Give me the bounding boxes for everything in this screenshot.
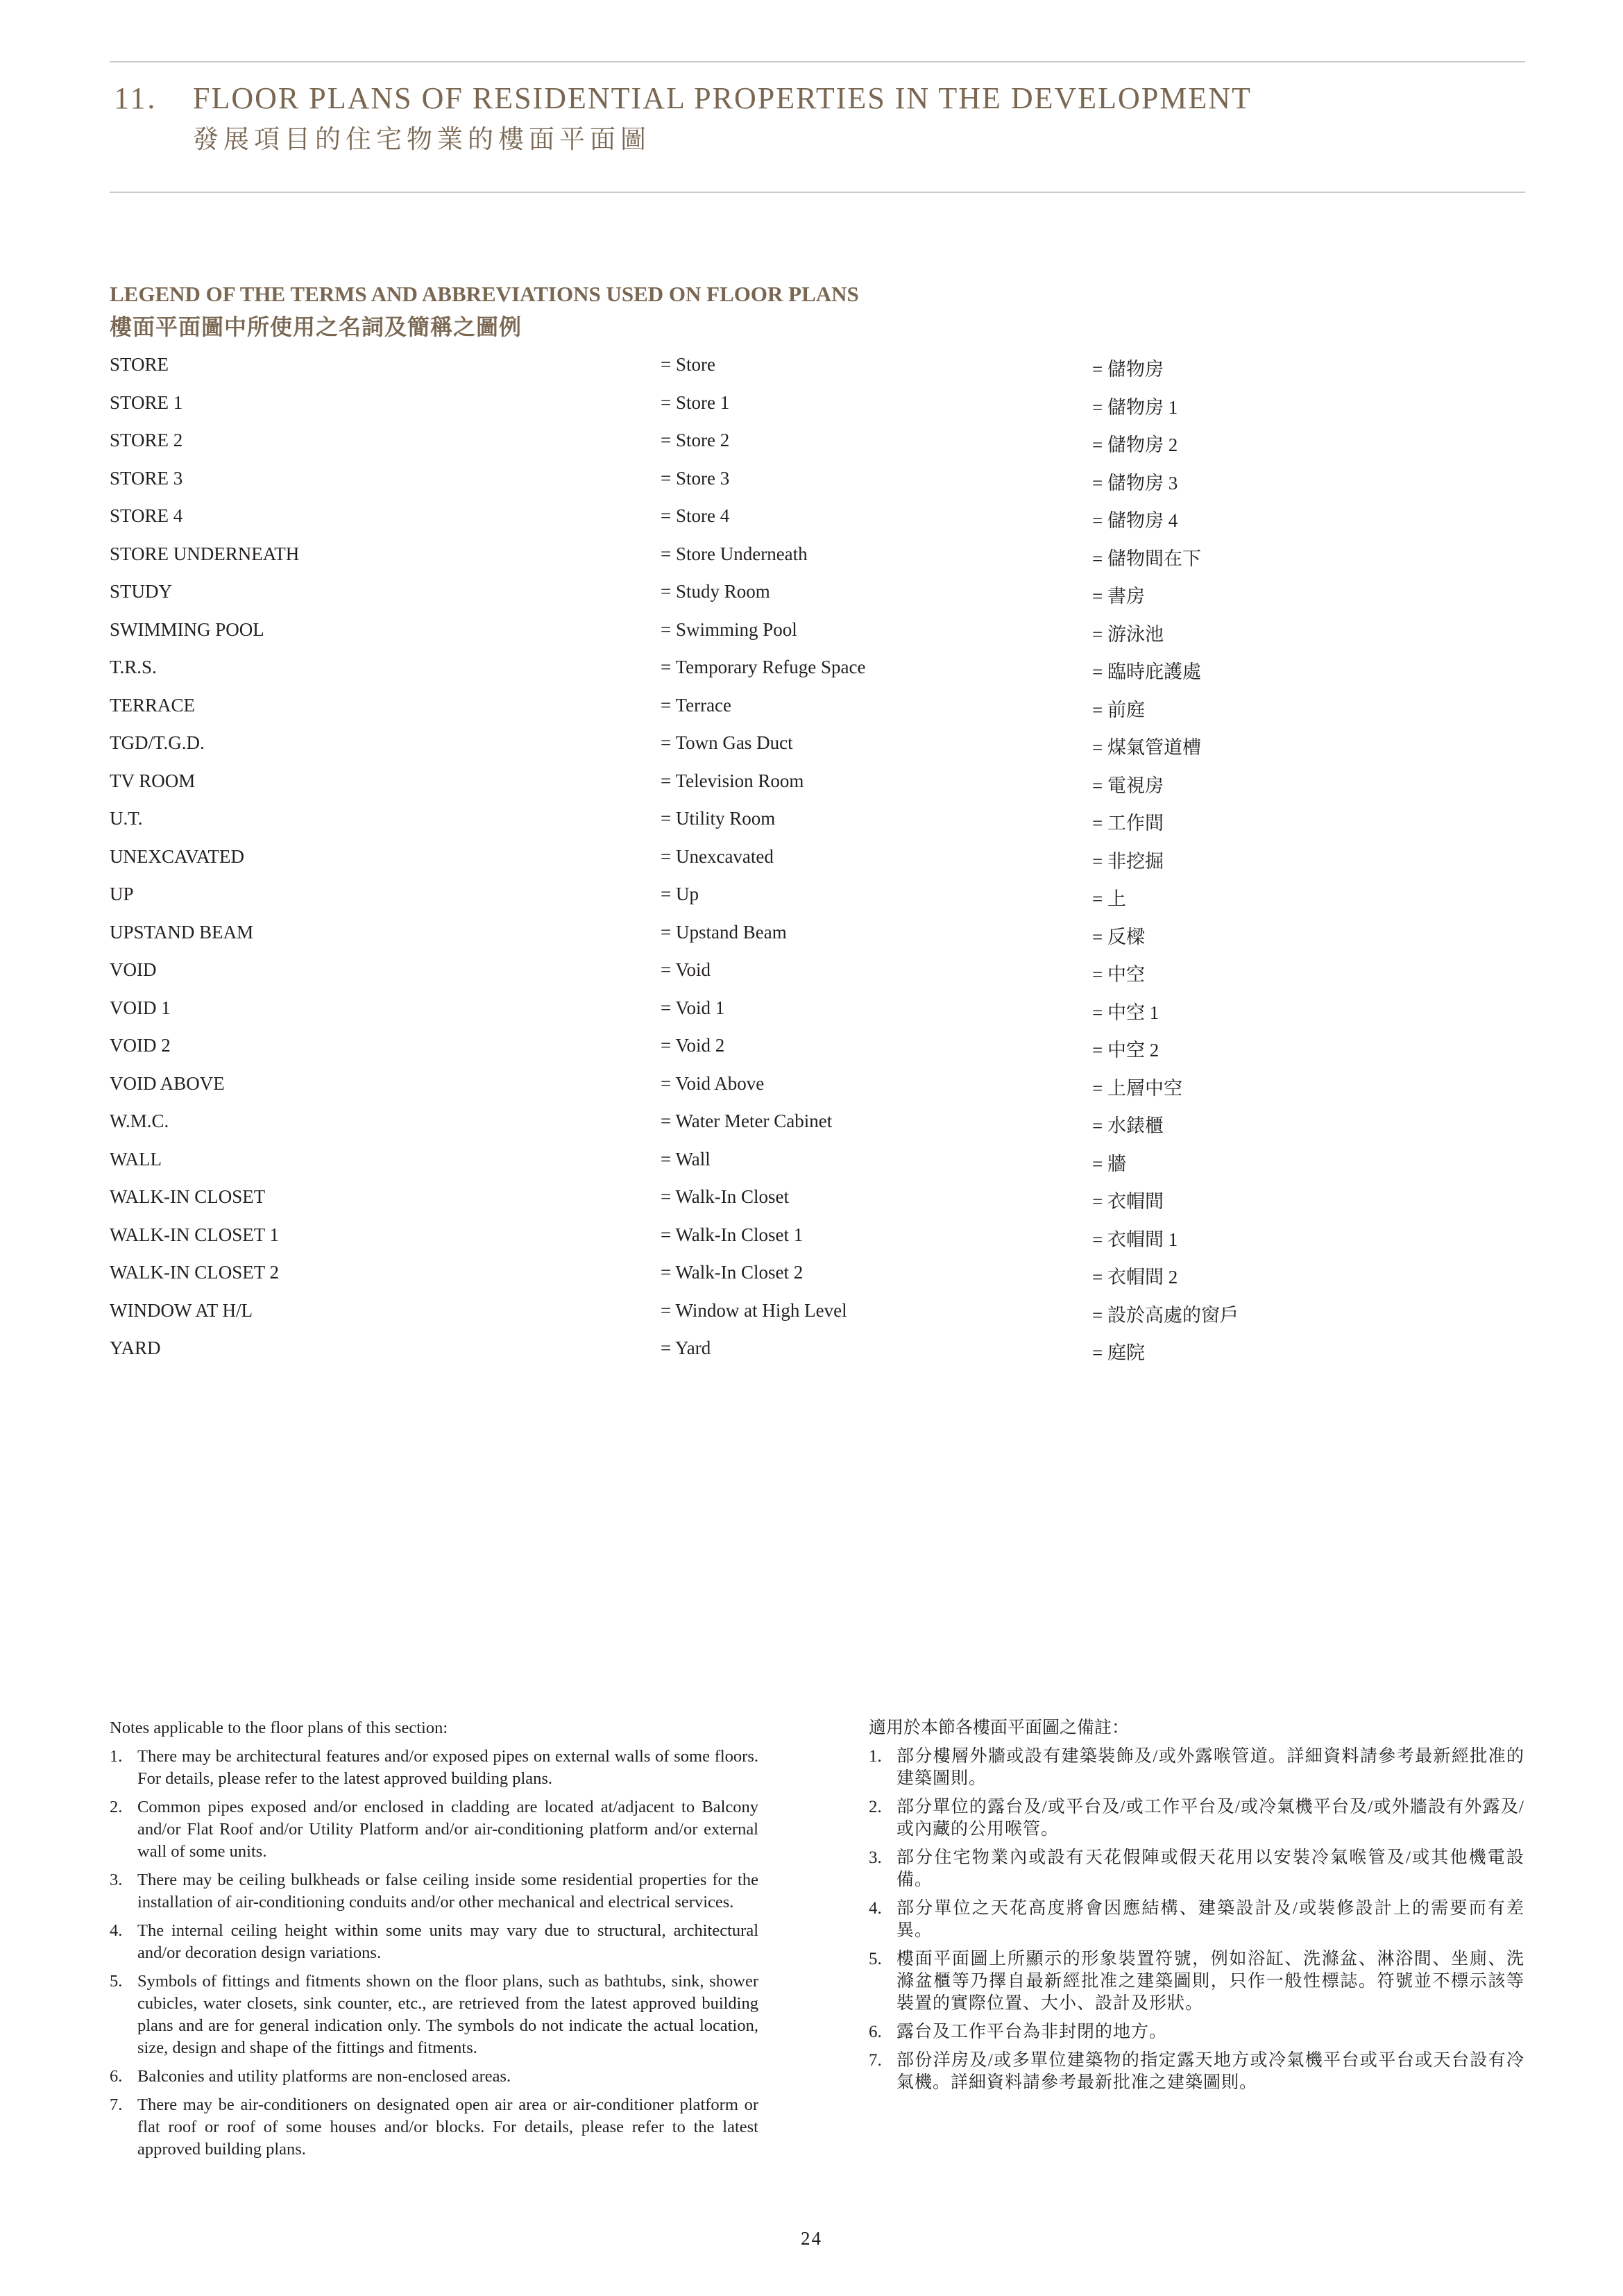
note-zh-item [869, 1847, 1524, 1891]
legend-row [0, 808, 1623, 846]
note-en-item-text: The internal ceiling height within some units may vary due to structural, architectural and/or decoration design variations. [137, 1921, 758, 1962]
legend-meaning-en: = Terrace [661, 694, 732, 716]
legend-meaning-en: = Swimming Pool [661, 618, 797, 640]
legend-meaning-en: = Store 4 [661, 505, 730, 526]
legend-term: VOID ABOVE [110, 1072, 225, 1094]
legend-meaning-en: = Town Gas Duct [661, 732, 793, 753]
legend-row [0, 1300, 1623, 1338]
note-zh-item-text: 露台及工作平台為非封閉的地方。 [897, 2023, 1168, 2041]
note-zh-item-number: 3. [869, 1848, 882, 1867]
legend-term: STORE 2 [110, 430, 183, 450]
legend-row [0, 1111, 1623, 1149]
legend-term: WALK-IN CLOSET 1 [110, 1224, 279, 1245]
note-en-item-number: 7. [110, 2095, 123, 2114]
legend-meaning-en: = Void [661, 959, 711, 980]
note-en-item [110, 2094, 758, 2161]
legend-term: STORE 4 [110, 505, 183, 526]
legend-meaning-en: = Store 1 [661, 391, 730, 413]
note-zh-item-text: 部份洋房及/或多單位建築物的指定露天地方或冷氣機平台或平台或天台設有冷氣機。詳細資料請參考最新批准之建築圖則。 [897, 2051, 1524, 2092]
legend-row [0, 1224, 1623, 1263]
legend-row [0, 997, 1623, 1036]
legend-row [0, 1149, 1623, 1187]
legend-meaning-en: = Unexcavated [661, 845, 774, 867]
legend-term: WALK-IN CLOSET 2 [110, 1262, 279, 1283]
legend-meaning-en: = Walk-In Closet [661, 1186, 790, 1207]
heading-bottom-divider [110, 192, 1525, 193]
legend-row [0, 1073, 1623, 1111]
notes-en-heading: Notes applicable to the floor plans of this section: [110, 1719, 448, 1737]
legend-meaning-zh: = 牆 [1092, 1153, 1126, 1174]
legend-meaning-en: = Void 2 [661, 1035, 725, 1056]
legend-meaning-zh: = 書房 [1092, 586, 1145, 607]
note-zh-item-number: 4. [869, 1899, 882, 1918]
legend-meaning-zh: = 衣帽間 2 [1092, 1267, 1178, 1288]
note-en-item-text: Balconies and utility platforms are non-enclosed areas. [137, 2067, 511, 2086]
legend-meaning-en: = Void 1 [661, 997, 725, 1018]
legend-row [0, 581, 1623, 619]
legend-meaning-zh: = 儲物房 4 [1092, 510, 1178, 531]
section-number: 11. [114, 81, 158, 115]
note-en-item-number: 1. [110, 1747, 123, 1766]
legend-row [0, 430, 1623, 468]
legend-title-en: LEGEND OF THE TERMS AND ABBREVIATIONS USED ON FLOOR PLANS [110, 282, 859, 306]
legend-row [0, 392, 1623, 430]
section-title-en: FLOOR PLANS OF RESIDENTIAL PROPERTIES IN THE DEVELOPMENT [193, 81, 1252, 115]
legend-term: WALL [110, 1148, 162, 1170]
legend-term: TV ROOM [110, 770, 196, 791]
note-en-item-number: 3. [110, 1871, 123, 1889]
legend-meaning-zh: = 水錶櫃 [1092, 1115, 1164, 1136]
legend-meaning-en: = Upstand Beam [661, 921, 787, 943]
note-en-item-text: Common pipes exposed and/or enclosed in cladding are located at/adjacent to Balcony and/or Flat Roof and/or Utility Platform and/or air-conditioning platform and/or external wall of some units. [137, 1798, 758, 1861]
legend-term: STORE UNDERNEATH [110, 543, 300, 564]
note-en-item-text: Symbols of fittings and fitments shown on the floor plans, such as bathtubs, sink, shower cubicles, water closets, sink counter, etc., are retrieved from the latest approved building plans and are for general indication only. The symbols do not indicate the actual location, size, design and shape of the fittings and fitments. [137, 1972, 758, 2057]
legend-term: UNEXCAVATED [110, 845, 245, 867]
legend-meaning-en: = Study Room [661, 581, 770, 602]
legend-meaning-zh: = 儲物房 2 [1092, 434, 1178, 455]
note-en-item-number: 5. [110, 1972, 123, 1991]
page-number: 24 [801, 2228, 822, 2249]
legend-row [0, 1035, 1623, 1073]
legend-meaning-zh: = 上 [1092, 888, 1126, 909]
legend-meaning-en: = Up [661, 884, 699, 904]
legend-term: STORE 3 [110, 467, 183, 489]
legend-meaning-en: = Store 2 [661, 430, 730, 450]
legend-meaning-en: = Utility Room [661, 808, 776, 829]
legend-row [0, 468, 1623, 506]
note-zh-item [869, 1948, 1524, 2015]
legend-meaning-en: = Window at High Level [661, 1299, 847, 1321]
note-en-item [110, 2066, 758, 2088]
legend-term: SWIMMING POOL [110, 618, 264, 640]
legend-term: YARD [110, 1337, 161, 1358]
legend-meaning-en: = Water Meter Cabinet [661, 1111, 833, 1131]
legend-meaning-zh: = 中空 [1092, 964, 1145, 985]
legend-row [0, 505, 1623, 543]
legend-term: VOID 2 [110, 1035, 171, 1056]
legend-term: STORE [110, 354, 169, 375]
note-zh-item-number: 5. [869, 1950, 882, 1968]
note-zh-item-text: 部分單位之天花高度將會因應結構、建築設計及/或裝修設計上的需要而有差異。 [897, 1899, 1524, 1940]
legend-meaning-zh: = 儲物房 1 [1092, 396, 1178, 418]
legend-meaning-zh: = 電視房 [1092, 775, 1164, 796]
legend-row [0, 959, 1623, 997]
legend-title-zh: 樓面平面圖中所使用之名詞及簡稱之圖例 [110, 314, 522, 339]
note-zh-item-number: 1. [869, 1747, 882, 1766]
legend-row [0, 354, 1623, 392]
legend-meaning-zh: = 衣帽間 1 [1092, 1229, 1178, 1250]
legend-row [0, 543, 1623, 582]
legend-term: TERRACE [110, 694, 196, 716]
legend-meaning-zh: = 儲物房 3 [1092, 472, 1178, 493]
legend-meaning-zh: = 庭院 [1092, 1342, 1145, 1363]
legend-term: W.M.C. [110, 1111, 169, 1131]
legend-meaning-en: = Temporary Refuge Space [661, 657, 866, 677]
legend-term: U.T. [110, 808, 143, 829]
note-en-item-text: There may be ceiling bulkheads or false ceiling inside some residential properties for the installation of air-conditioning conduits and/or other mechanical and electrical services. [137, 1871, 758, 1911]
note-en-item [110, 1746, 758, 1790]
legend-meaning-en: = Store [661, 354, 715, 375]
notes-en-list [110, 1746, 758, 2161]
notes-zh-list [869, 1746, 1524, 2094]
note-zh-item-number: 2. [869, 1798, 882, 1816]
legend-row [0, 770, 1623, 809]
legend-meaning-zh: = 反樑 [1092, 926, 1145, 947]
legend-term: STUDY [110, 581, 173, 602]
legend-term: WALK-IN CLOSET [110, 1186, 266, 1207]
legend-row [0, 884, 1623, 922]
legend-term: VOID [110, 959, 157, 980]
legend-meaning-en: = Walk-In Closet 1 [661, 1224, 804, 1245]
legend-meaning-zh: = 設於高處的窗戶 [1092, 1304, 1239, 1326]
note-zh-item-text: 部分單位的露台及/或平台及/或工作平台及/或冷氣機平台及/或外牆設有外露及/或內藏的公用喉管。 [897, 1798, 1524, 1839]
legend-meaning-en: = Yard [661, 1337, 711, 1358]
legend-meaning-zh: = 臨時庇護處 [1092, 661, 1201, 682]
note-zh-item [869, 2050, 1524, 2094]
top-divider [110, 61, 1525, 62]
legend-meaning-zh: = 前庭 [1092, 699, 1145, 720]
notes-en [110, 1717, 758, 2167]
legend-meaning-zh: = 儲物房 [1092, 359, 1164, 380]
note-zh-item [869, 1898, 1524, 1942]
note-en-item [110, 1869, 758, 1914]
legend-row [0, 846, 1623, 884]
legend-term: TGD/T.G.D. [110, 732, 205, 753]
note-zh-item [869, 1746, 1524, 1790]
note-zh-item-number: 7. [869, 2051, 882, 2070]
legend-meaning-en: = Television Room [661, 770, 804, 791]
legend-term: UP [110, 884, 134, 904]
legend-table [0, 354, 1623, 1376]
section-title-zh: 發展項目的住宅物業的樓面平面圖 [193, 126, 651, 154]
note-en-item-number: 6. [110, 2067, 123, 2086]
legend-meaning-zh: = 非挖掘 [1092, 850, 1164, 872]
legend-meaning-en: = Walk-In Closet 2 [661, 1262, 804, 1283]
note-zh-item [869, 1796, 1524, 1841]
notes-zh [869, 1717, 1524, 2100]
note-zh-item-text: 部分樓層外牆或設有建築裝飾及/或外露喉管道。詳細資料請參考最新經批准的建築圖則。 [897, 1747, 1524, 1788]
legend-meaning-en: = Wall [661, 1148, 711, 1170]
legend-meaning-en: = Void Above [661, 1072, 765, 1094]
legend-row [0, 619, 1623, 657]
note-zh-item-number: 6. [869, 2023, 882, 2041]
note-zh-item-text: 樓面平面圖上所顯示的形象裝置符號，例如浴缸、洗滌盆、淋浴間、坐廁、洗滌盆櫃等乃擇自最新經批准之建築圖則，只作一般性標誌。符號並不標示該等裝置的實際位置、大小、設計及形狀。 [897, 1950, 1524, 2013]
legend-term: UPSTAND BEAM [110, 921, 254, 943]
legend-row [0, 1186, 1623, 1224]
legend-meaning-en: = Store Underneath [661, 543, 808, 564]
note-en-item-text: There may be architectural features and/or exposed pipes on external walls of some floors. For details, please refer to the latest approved building plans. [137, 1747, 758, 1788]
legend-meaning-en: = Store 3 [661, 467, 730, 489]
legend-row [0, 1337, 1623, 1376]
legend-meaning-zh: = 中空 1 [1092, 1002, 1159, 1023]
legend-term: STORE 1 [110, 391, 183, 413]
legend-row [0, 695, 1623, 733]
legend-term: T.R.S. [110, 657, 157, 677]
note-en-item [110, 1796, 758, 1863]
legend-meaning-zh: = 衣帽間 [1092, 1191, 1164, 1212]
legend-meaning-zh: = 煤氣管道槽 [1092, 737, 1201, 758]
legend-term: WINDOW AT H/L [110, 1299, 253, 1321]
notes-zh-heading: 適用於本節各樓面平面圖之備註： [869, 1719, 1130, 1737]
legend-row [0, 657, 1623, 695]
legend-row [0, 732, 1623, 770]
legend-row [0, 1262, 1623, 1300]
legend-meaning-zh: = 工作間 [1092, 813, 1164, 834]
note-zh-item-text: 部分住宅物業內或設有天花假陣或假天花用以安裝冷氣喉管及/或其他機電設備。 [897, 1848, 1524, 1889]
note-en-item-text: There may be air-conditioners on designated open air area or air-conditioner platform or flat roof or roof of some houses and/or blocks. For details, please refer to the latest approved building plans. [137, 2095, 758, 2159]
note-en-item [110, 1970, 758, 2059]
legend-term: VOID 1 [110, 997, 171, 1018]
legend-row [0, 922, 1623, 960]
note-zh-item [869, 2021, 1524, 2043]
legend-meaning-zh: = 儲物間在下 [1092, 548, 1201, 569]
legend-meaning-zh: = 中空 2 [1092, 1040, 1159, 1061]
legend-meaning-zh: = 游泳池 [1092, 623, 1164, 645]
legend-meaning-zh: = 上層中空 [1092, 1077, 1182, 1099]
note-en-item-number: 4. [110, 1921, 123, 1940]
note-en-item [110, 1920, 758, 1964]
note-en-item-number: 2. [110, 1798, 123, 1816]
